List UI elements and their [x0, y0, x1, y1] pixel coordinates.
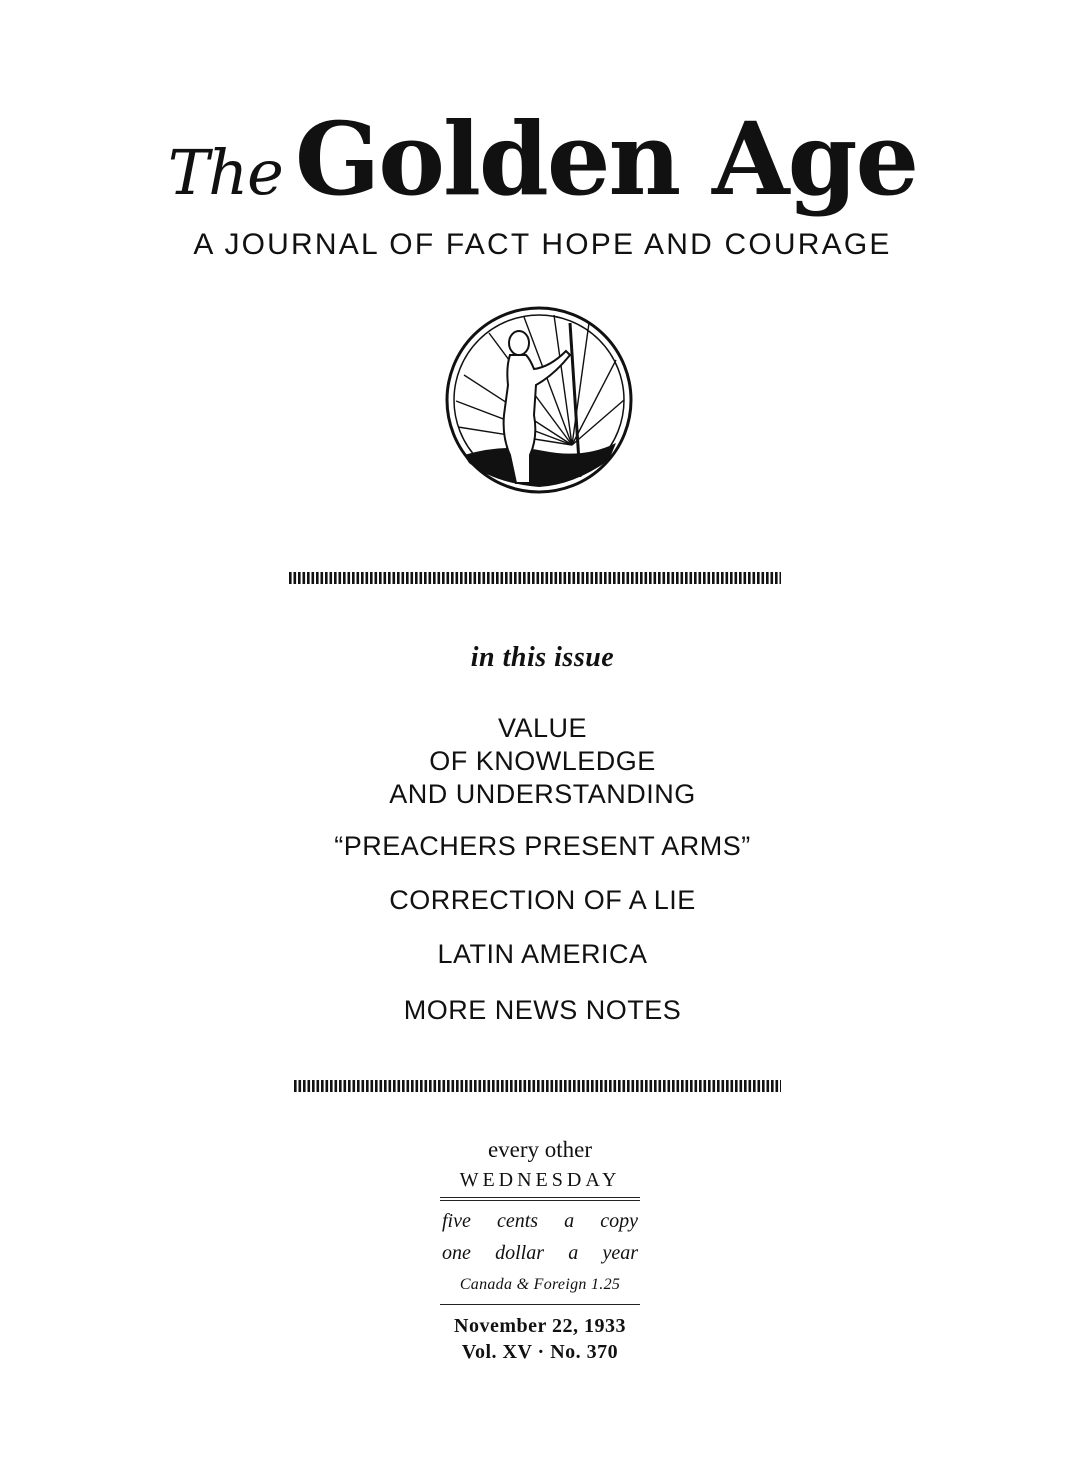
- contents-line: AND UNDERSTANDING: [389, 779, 696, 809]
- price-word: one: [442, 1242, 471, 1264]
- price-word: five: [442, 1210, 471, 1232]
- contents-line: OF KNOWLEDGE: [429, 746, 656, 776]
- issue-date: November 22, 1933: [454, 1315, 626, 1337]
- price-box: [440, 1200, 640, 1305]
- figure-with-staff-sunrise-emblem: [444, 305, 634, 495]
- price-year: [440, 1237, 640, 1269]
- contents-item-preachers-present-arms: “PREACHERS PRESENT ARMS”: [334, 831, 751, 861]
- title-golden-age: Golden Age: [294, 100, 918, 218]
- price-word: a: [564, 1210, 575, 1232]
- price-word: a: [568, 1242, 579, 1264]
- in-this-issue-heading: in this issue: [470, 642, 615, 673]
- price-word: dollar: [495, 1242, 545, 1264]
- decorative-rule-top: [289, 572, 781, 584]
- masthead-subtitle: A JOURNAL OF FACT HOPE AND COURAGE: [193, 228, 892, 261]
- frequency-day: WEDNESDAY: [440, 1166, 640, 1198]
- price-word: cents: [496, 1210, 539, 1232]
- frequency-line: every other: [487, 1137, 593, 1162]
- contents-item-correction-of-a-lie: CORRECTION OF A LIE: [389, 885, 696, 915]
- contents-line: VALUE: [497, 713, 588, 743]
- masthead-title: [0, 100, 1085, 225]
- issue-volume: Vol. XV · No. 370: [461, 1341, 619, 1363]
- price-word: copy: [600, 1210, 638, 1232]
- price-single: [440, 1205, 640, 1237]
- decorative-rule-bottom: [294, 1080, 781, 1092]
- contents-item-latin-america: LATIN AMERICA: [437, 939, 648, 969]
- contents-item-value-of-knowledge: [0, 712, 1085, 811]
- contents-item-more-news-notes: MORE NEWS NOTES: [403, 995, 682, 1025]
- publication-info: [440, 1134, 640, 1365]
- price-foreign: Canada & Foreign 1.25: [459, 1276, 621, 1293]
- price-word: year: [602, 1242, 638, 1264]
- title-the: The: [167, 136, 283, 209]
